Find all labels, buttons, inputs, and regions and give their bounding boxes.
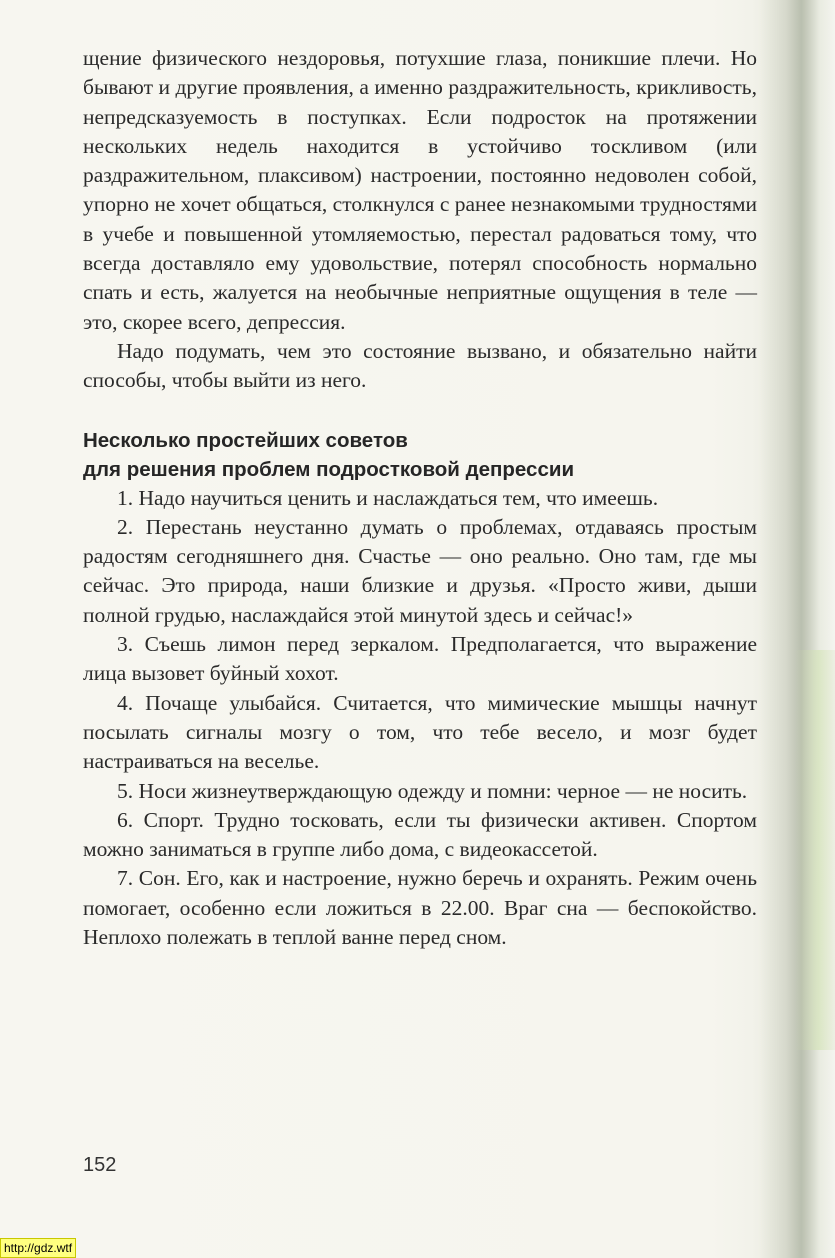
- spine-tint: [795, 650, 835, 1050]
- section-heading: [83, 426, 757, 484]
- body-paragraph-2: Надо подумать, чем это состояние вызвано, и обязательно найти способы, чтобы выйти из него.: [83, 338, 757, 393]
- section-heading-line-2: для решения проблем подростковой депрессии: [83, 457, 575, 481]
- tip-4: 4. Почаще улыбайся. Считается, что мимические мышцы начнут посылать сигналы мозгу о том, что тебе весело, и мозг будет настраиваться на веселье.: [83, 690, 757, 774]
- tip-1: 1. Надо научиться ценить и наслаждаться тем, что имеешь.: [117, 485, 659, 510]
- tip-2: 2. Перестань неустанно думать о проблемах, отдаваясь простым радостям сегодняшнего дня. Счастье — оно реально. Оно там, где мы сейчас. Это природа, наши близкие и друзья. «Просто живи, дыши полной грудью, наслаждайся этой минутой здесь и сейчас!»: [83, 514, 757, 627]
- tip-3: 3. Съешь лимон перед зеркалом. Предполагается, что выражение лица вызовет буйный хохот.: [83, 632, 757, 686]
- section-gap: [83, 396, 757, 426]
- tip-5: 5. Носи жизнеутверждающую одежду и помни: черное — не носить.: [117, 778, 748, 803]
- watermark-link[interactable]: http://gdz.wtf: [0, 1238, 76, 1258]
- tip-6: 6. Спорт. Трудно тосковать, если ты физически активен. Спортом можно заниматься в группе либо дома, с видеокассетой.: [83, 807, 757, 862]
- spine-shadow: [760, 0, 835, 1258]
- tip-7: 7. Сон. Его, как и настроение, нужно беречь и охранять. Режим очень помогает, особенно если ложиться в 22.00. Враг сна — беспокойство. Неплохо полежать в теплой ванне перед сном.: [83, 866, 757, 950]
- page-text: [83, 44, 757, 952]
- body-paragraph-1: щение физического нездоровья, потухшие глаза, поникшие плечи. Но бывают и другие проявления, а именно раздражительность, крикливость, непредсказуемость в поступках. Если подросток на протяжении нескольких недель находится в устойчиво тоскливом (или раздражительном, плаксивом) настроении, постоянно недоволен собой, упорно не хочет общаться, столкнулся с ранее незнакомыми трудностями в учебе и повышенной утомляемостью, перестал радоваться тому, что всегда доставляло ему удовольствие, потерял способность нормально спать и есть, жалуется на необычные неприятные ощущения в теле — это, скорее всего, депрессия.: [83, 46, 757, 334]
- section-heading-line-1: Несколько простейших советов: [83, 428, 408, 452]
- page-number: 152: [83, 1154, 117, 1176]
